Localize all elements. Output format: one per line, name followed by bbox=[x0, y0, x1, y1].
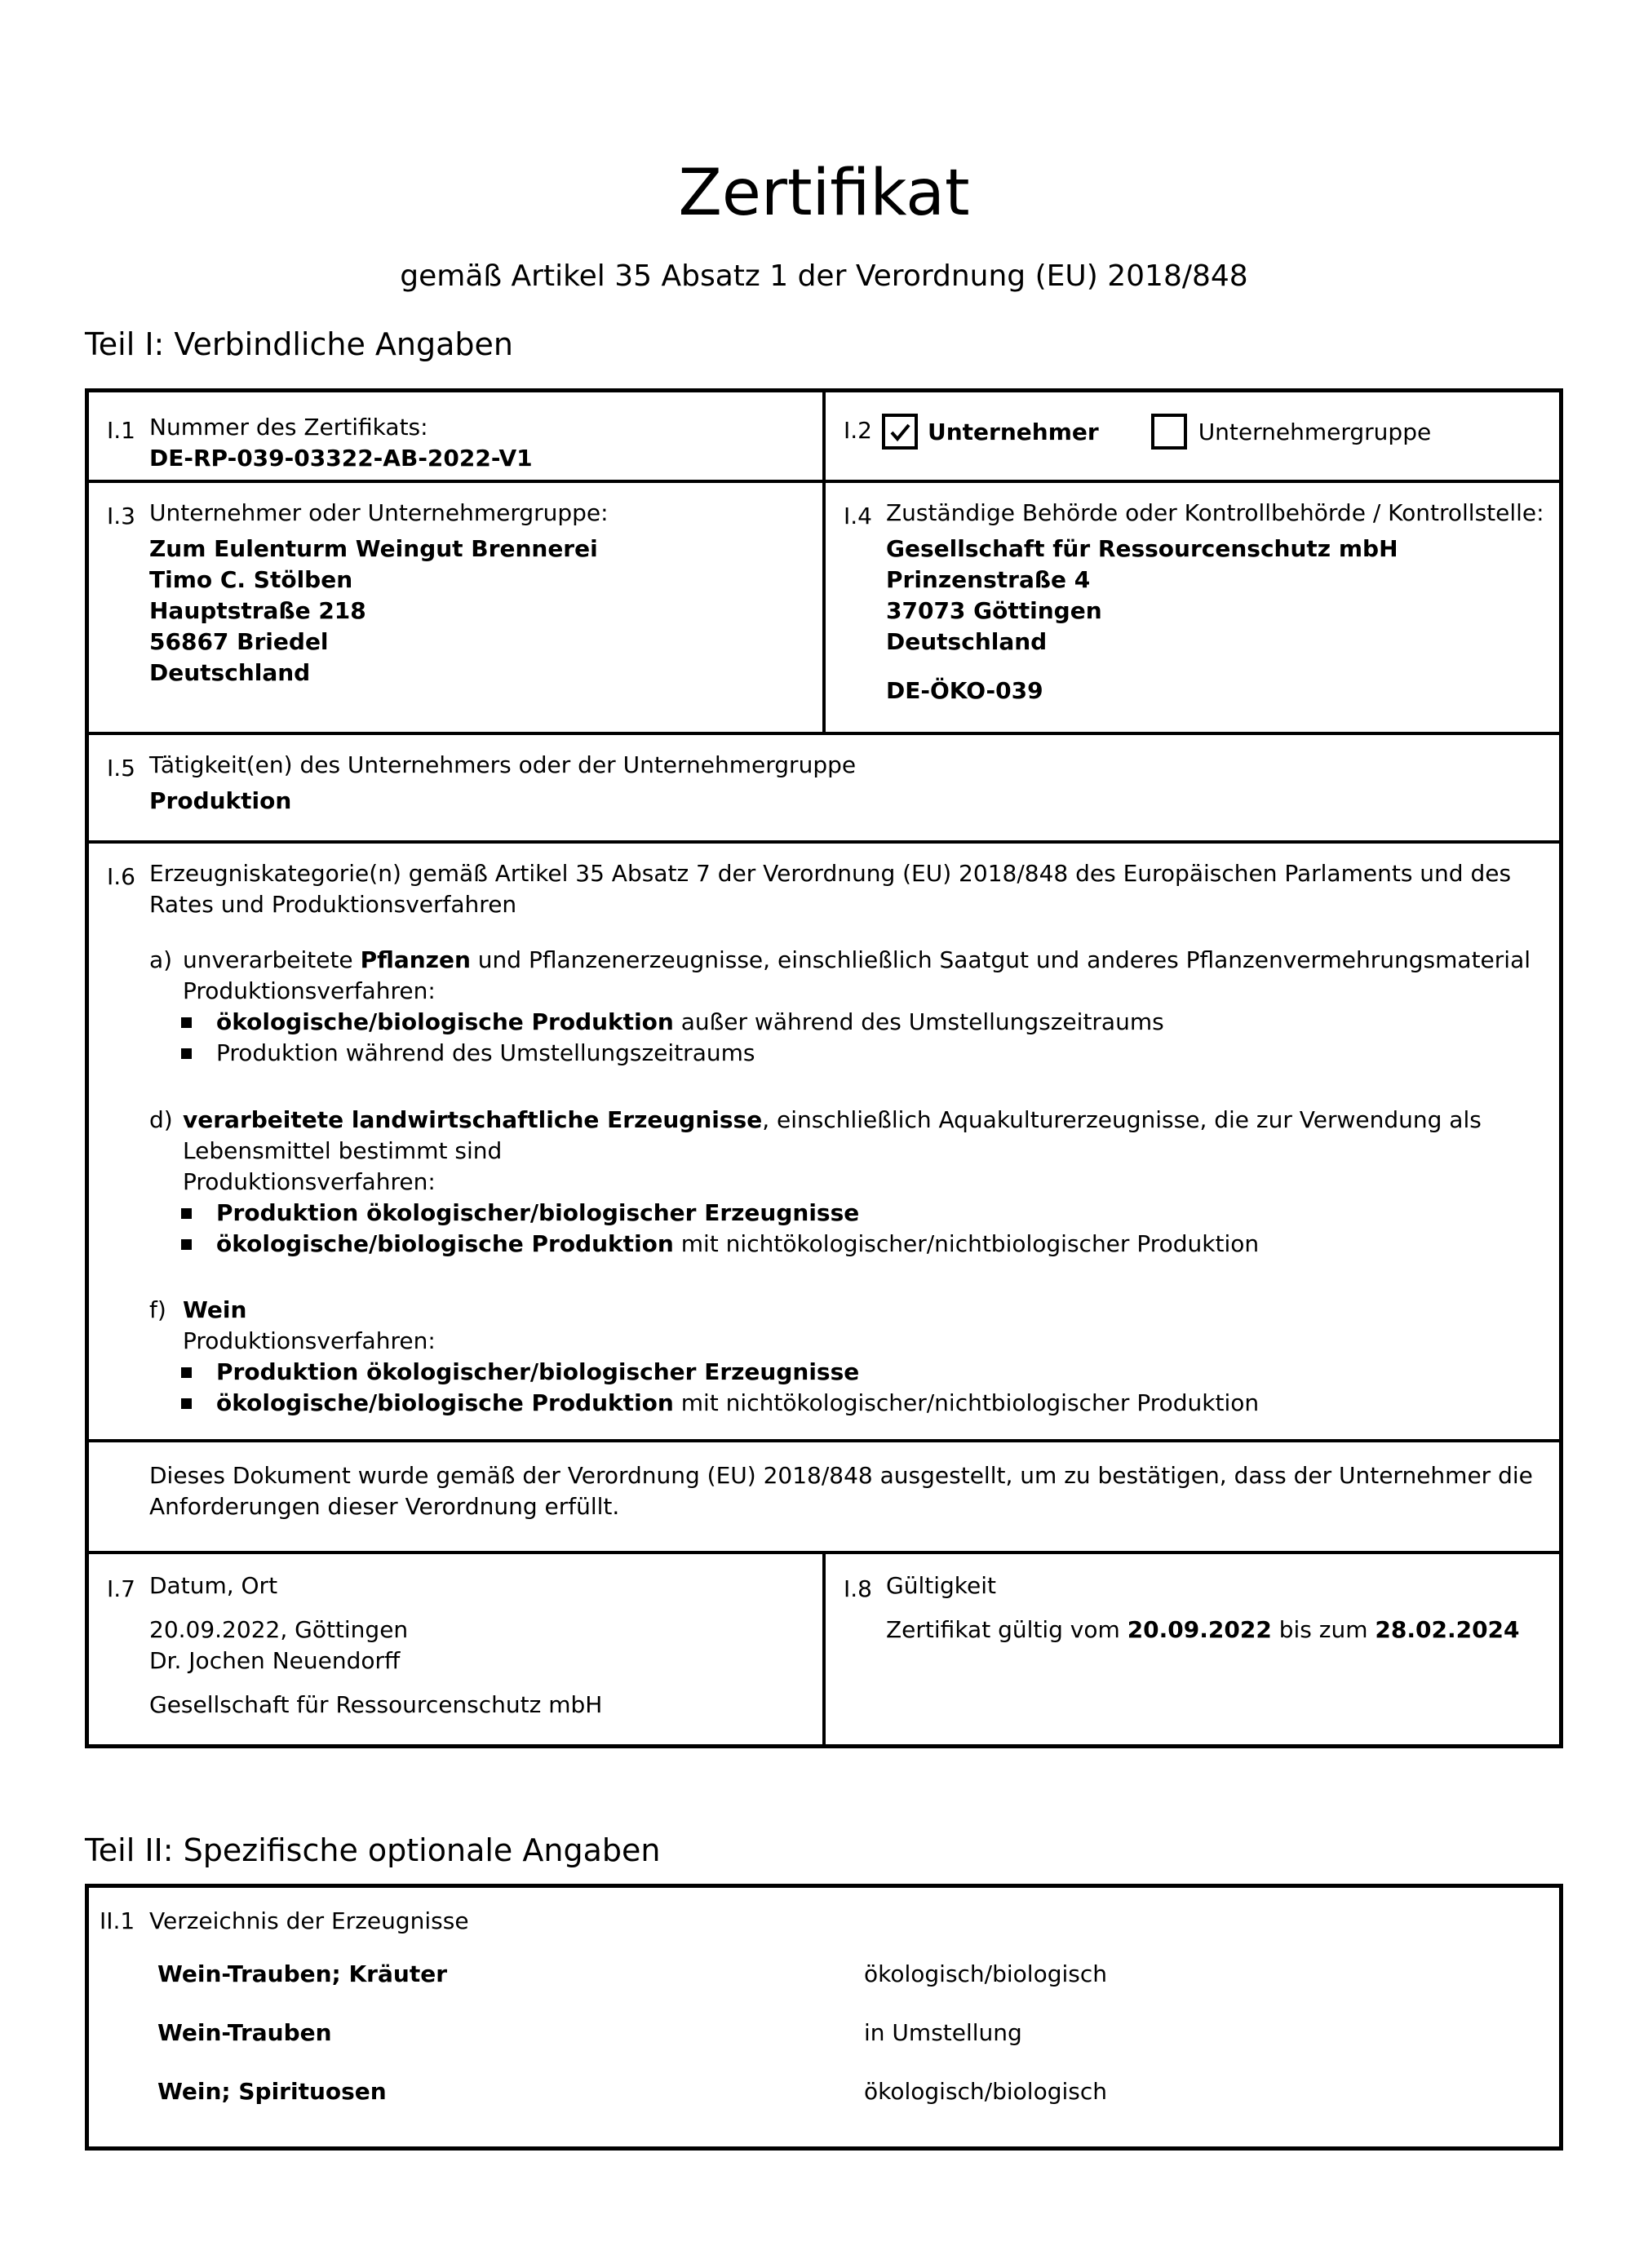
validity-label: Gültigkeit bbox=[886, 1572, 996, 1599]
row-date-validity bbox=[89, 1554, 1559, 1744]
address-line: Gesellschaft für Ressourcenschutz mbH bbox=[886, 535, 1398, 562]
option-unternehmer-label: Unternehmer bbox=[928, 418, 1099, 445]
address-line: Deutschland bbox=[149, 659, 311, 686]
document-subtitle: gemäß Artikel 35 Absatz 1 der Verordnung (EU) 2018/848 bbox=[400, 259, 1248, 293]
address-line: Zum Eulenturm Weingut Brennerei bbox=[149, 535, 598, 562]
procedure-label: Produktionsverfahren: bbox=[183, 1168, 436, 1195]
certificate-number-label: Nummer des Zertifikats: bbox=[149, 414, 428, 441]
cell-i7 bbox=[89, 1554, 826, 1744]
date-place-label: Datum, Ort bbox=[149, 1572, 278, 1599]
part2-table bbox=[85, 1884, 1563, 2151]
cell-i6 bbox=[89, 844, 1559, 1439]
product-status: ökologisch/biologisch bbox=[864, 1960, 1107, 1987]
part1-table bbox=[85, 388, 1563, 1748]
category-d: d) verarbeitete landwirtschaftliche Erzeugnisse, einschließlich Aquakulturerzeugnisse, die zur Verwendung als Lebensmittel bestimmt sind Produktionsverfahren: Produktion ökologischer/biologischer Erzeugnisse ökologische/biologische Produktion mit nichtökologischer/nichtbiologischer Produktion bbox=[149, 1105, 1536, 1260]
activities-label: Tätigkeit(en) des Unternehmers oder der Unternehmergruppe bbox=[149, 751, 857, 778]
cell-statement bbox=[89, 1442, 1559, 1551]
category-letter: f) bbox=[149, 1296, 166, 1323]
row-product-categories bbox=[89, 844, 1559, 1442]
product-name: Wein; Spirituosen bbox=[157, 2078, 387, 2105]
bullet-square-icon bbox=[181, 1398, 192, 1409]
authority-label: Zuständige Behörde oder Kontrollbehörde / Kontrollstelle: bbox=[886, 499, 1544, 526]
valid-to: 28.02.2024 bbox=[1375, 1616, 1520, 1643]
row-statement bbox=[89, 1442, 1559, 1554]
bullet-square-icon bbox=[181, 1017, 192, 1028]
bullet-square-icon bbox=[181, 1239, 192, 1250]
section-number: I.2 bbox=[844, 417, 872, 444]
checkbox-unternehmer[interactable] bbox=[882, 414, 918, 450]
address-line: Hauptstraße 218 bbox=[149, 597, 366, 624]
address-line: Prinzenstraße 4 bbox=[886, 566, 1091, 593]
procedure-item: Produktion während des Umstellungszeitraums bbox=[149, 1038, 1536, 1069]
product-name: Wein-Trauben; Kräuter bbox=[157, 1960, 448, 1987]
certificate-number: DE-RP-039-03322-AB-2022-V1 bbox=[149, 445, 533, 472]
row-activities bbox=[89, 735, 1559, 844]
authority-code: DE-ÖKO-039 bbox=[886, 677, 1043, 704]
cell-i8 bbox=[826, 1554, 1559, 1744]
date-place: 20.09.2022, Göttingen bbox=[149, 1616, 409, 1643]
statement-line2: Anforderungen dieser Verordnung erfüllt. bbox=[149, 1493, 620, 1520]
procedure-item: Produktion ökologischer/biologischer Erzeugnisse bbox=[149, 1198, 1536, 1229]
cell-i2 bbox=[826, 392, 1559, 480]
product-status: in Umstellung bbox=[864, 2019, 1022, 2046]
section-number: I.5 bbox=[107, 755, 135, 782]
address-line: 37073 Göttingen bbox=[886, 597, 1102, 624]
validity-text: Zertifikat gültig vom 20.09.2022 bis zum 28.02.2024 bbox=[886, 1616, 1520, 1643]
category-f: f) Wein Produktionsverfahren: Produktion ökologischer/biologischer Erzeugnisse ökologische/biologische Produktion mit nichtökologischer/nichtbiologischer Produktion bbox=[149, 1295, 1536, 1419]
procedure-label: Produktionsverfahren: bbox=[183, 1327, 436, 1354]
bullet-square-icon bbox=[181, 1208, 192, 1219]
procedure-item: ökologische/biologische Produktion mit nichtökologischer/nichtbiologischer Produktion bbox=[149, 1388, 1536, 1419]
document-title: Zertifikat bbox=[678, 157, 970, 230]
operator-address bbox=[149, 534, 609, 689]
section-number: I.1 bbox=[107, 417, 135, 444]
category-a: a) unverarbeitete Pflanzen und Pflanzenerzeugnisse, einschließlich Saatgut und anderes Pflanzenvermehrungsmaterial Produktionsverfahren: ökologische/biologische Produktion außer während des Umstellungszeitraums Produktion während des Umstellungszeitraums bbox=[149, 945, 1536, 1069]
section-number: I.7 bbox=[107, 1575, 135, 1602]
row-operator-authority bbox=[89, 483, 1559, 735]
cell-i1 bbox=[89, 392, 826, 480]
procedure-item: ökologische/biologische Produktion mit nichtökologischer/nichtbiologischer Produktion bbox=[149, 1229, 1536, 1260]
section-number: I.8 bbox=[844, 1575, 872, 1602]
option-unternehmergruppe-label: Unternehmergruppe bbox=[1198, 418, 1432, 445]
bullet-square-icon bbox=[181, 1367, 192, 1378]
valid-from: 20.09.2022 bbox=[1127, 1616, 1272, 1643]
procedure-label: Produktionsverfahren: bbox=[183, 977, 436, 1004]
section-number: I.4 bbox=[844, 503, 872, 529]
cell-i5 bbox=[89, 735, 1559, 840]
checkbox-unternehmergruppe[interactable] bbox=[1151, 414, 1187, 450]
product-status: ökologisch/biologisch bbox=[864, 2078, 1107, 2105]
issuing-organisation: Gesellschaft für Ressourcenschutz mbH bbox=[149, 1691, 603, 1718]
section-number: I.3 bbox=[107, 503, 135, 529]
part2-heading: Teil II: Spezifische optionale Angaben bbox=[85, 1832, 661, 1868]
signer-name: Dr. Jochen Neuendorff bbox=[149, 1647, 401, 1674]
authority-address bbox=[886, 534, 1544, 658]
row-certificate-number bbox=[89, 392, 1559, 483]
cell-i4 bbox=[826, 483, 1559, 732]
operator-label: Unternehmer oder Unternehmergruppe: bbox=[149, 499, 609, 526]
cell-i3 bbox=[89, 483, 826, 732]
bullet-square-icon bbox=[181, 1048, 192, 1059]
section-number: II.1 bbox=[100, 1907, 135, 1934]
part1-heading: Teil I: Verbindliche Angaben bbox=[85, 326, 513, 362]
address-line: 56867 Briedel bbox=[149, 628, 329, 655]
address-line: Deutschland bbox=[886, 628, 1048, 655]
categories-label-line2: Rates und Produktionsverfahren bbox=[149, 891, 517, 918]
activities-value: Produktion bbox=[149, 787, 292, 814]
category-letter: d) bbox=[149, 1106, 173, 1133]
category-letter: a) bbox=[149, 946, 173, 973]
checkmark-icon bbox=[888, 420, 913, 445]
product-name: Wein-Trauben bbox=[157, 2019, 332, 2046]
product-list-label: Verzeichnis der Erzeugnisse bbox=[149, 1907, 469, 1934]
section-number: I.6 bbox=[107, 863, 135, 890]
procedure-item: Produktion ökologischer/biologischer Erzeugnisse bbox=[149, 1357, 1536, 1388]
categories-label-line1: Erzeugniskategorie(n) gemäß Artikel 35 Absatz 7 der Verordnung (EU) 2018/848 des Europäischen Parlaments und des bbox=[149, 860, 1512, 887]
procedure-item: ökologische/biologische Produktion außer während des Umstellungszeitraums bbox=[149, 1007, 1536, 1038]
address-line: Timo C. Stölben bbox=[149, 566, 353, 593]
statement-line1: Dieses Dokument wurde gemäß der Verordnung (EU) 2018/848 ausgestellt, um zu bestätigen, dass der Unternehmer die bbox=[149, 1462, 1533, 1489]
